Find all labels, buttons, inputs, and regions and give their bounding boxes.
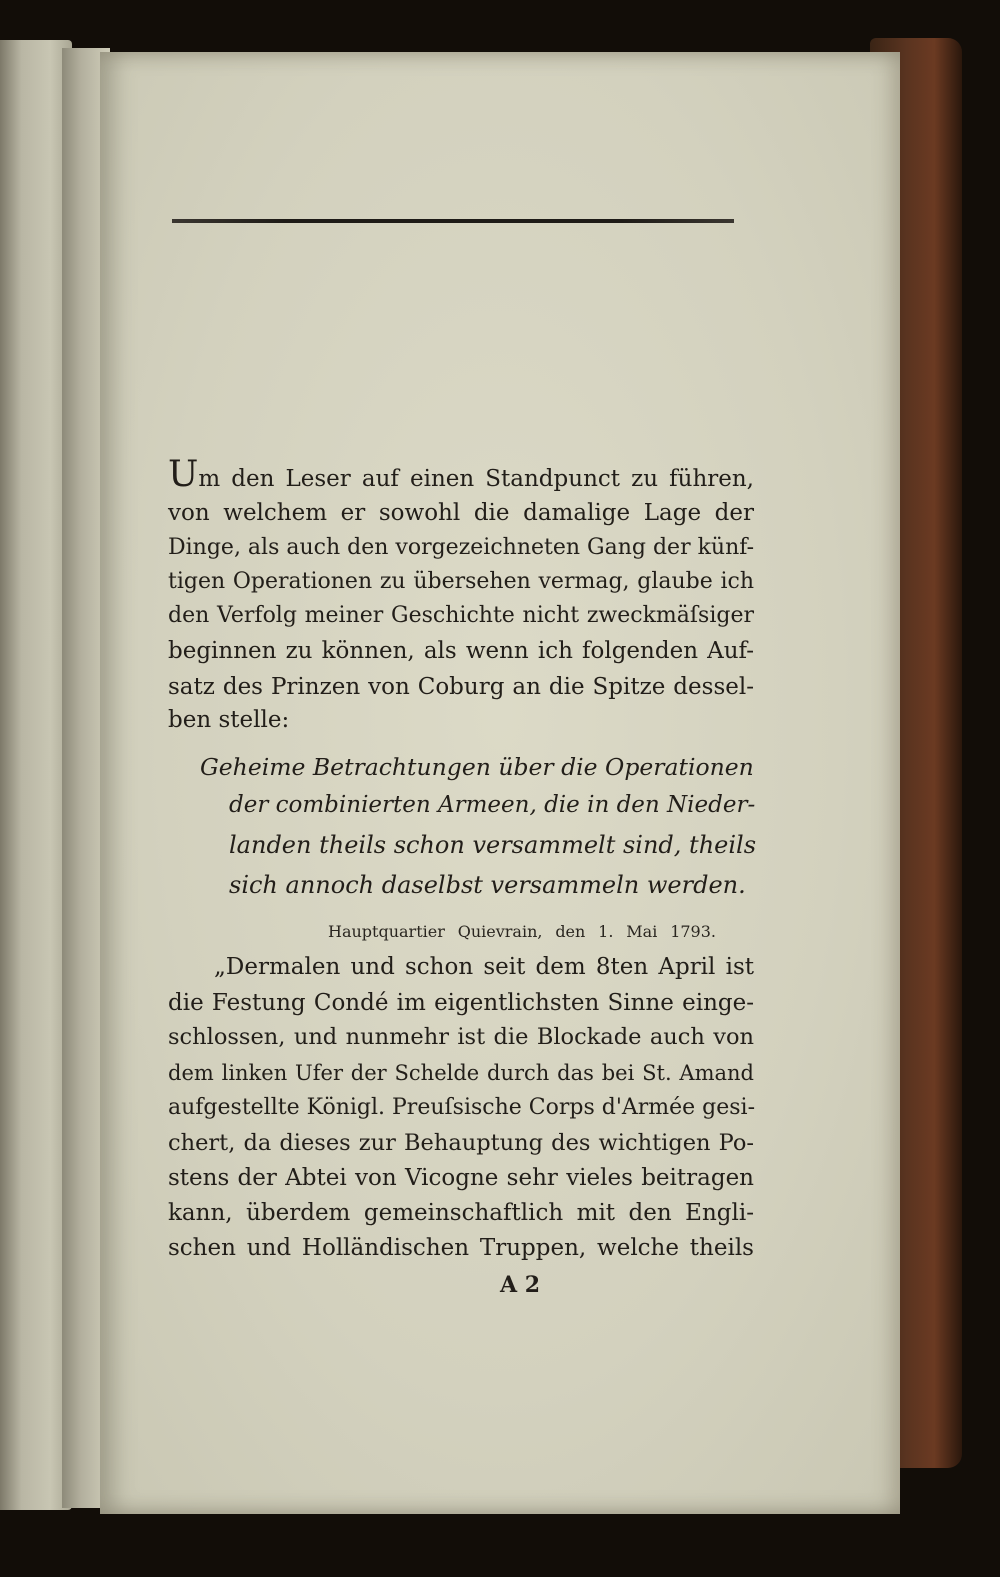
text-line: beginnen zu können, als wenn ich folgenden Auf- — [168, 638, 754, 664]
text-line: stens der Abtei von Vicogne sehr vieles beitragen — [168, 1165, 754, 1191]
text-line: die Festung Condé im eigentlichsten Sinne einge- — [168, 990, 754, 1016]
text-line: kann, überdem gemeinschaftlich mit den Engli- — [168, 1200, 754, 1226]
header-rule — [172, 219, 734, 223]
heading-line: Geheime Betrachtungen über die Operationen — [200, 753, 754, 781]
text-line: von welchem er sowohl die damalige Lage der — [168, 500, 754, 526]
text-line: aufgestellte Königl. Preuſsische Corps d'Armée gesi- — [168, 1095, 756, 1120]
dateline: Hauptquartier Quievrain, den 1. Mai 1793. — [328, 922, 716, 941]
text-line: tigen Operationen zu übersehen vermag, glaube ich — [168, 569, 754, 594]
signature-mark: A 2 — [499, 1272, 541, 1298]
text-line: schlossen, und nunmehr ist die Blockade auch von — [168, 1024, 754, 1050]
text-line: Um den Leser auf einen Standpunct zu führen, — [168, 454, 754, 495]
heading-line: landen theils schon versammelt sind, theils — [229, 831, 757, 859]
text-line: Dinge, als auch den vorgezeichneten Gang der künf- — [168, 535, 755, 560]
text-line: satz des Prinzen von Coburg an die Spitze dessel- — [168, 674, 754, 700]
text-line: „Dermalen und schon seit dem 8ten April ist — [214, 954, 754, 980]
text-line: chert, da dieses zur Behauptung des wichtigen Po- — [168, 1130, 754, 1156]
text-line: schen und Holländischen Truppen, welche theils — [168, 1235, 754, 1261]
heading-line: sich annoch daselbst versammeln werden. — [229, 871, 746, 899]
text-line: dem linken Ufer der Schelde durch das bei St. Amand — [168, 1061, 754, 1085]
drop-cap: U — [168, 454, 199, 495]
text-line: ben stelle: — [168, 707, 290, 733]
heading-line: der combinierten Armeen, die in den Nieder- — [229, 792, 756, 818]
text-line: den Verfolg meiner Geschichte nicht zweckmäſsiger — [168, 603, 754, 628]
